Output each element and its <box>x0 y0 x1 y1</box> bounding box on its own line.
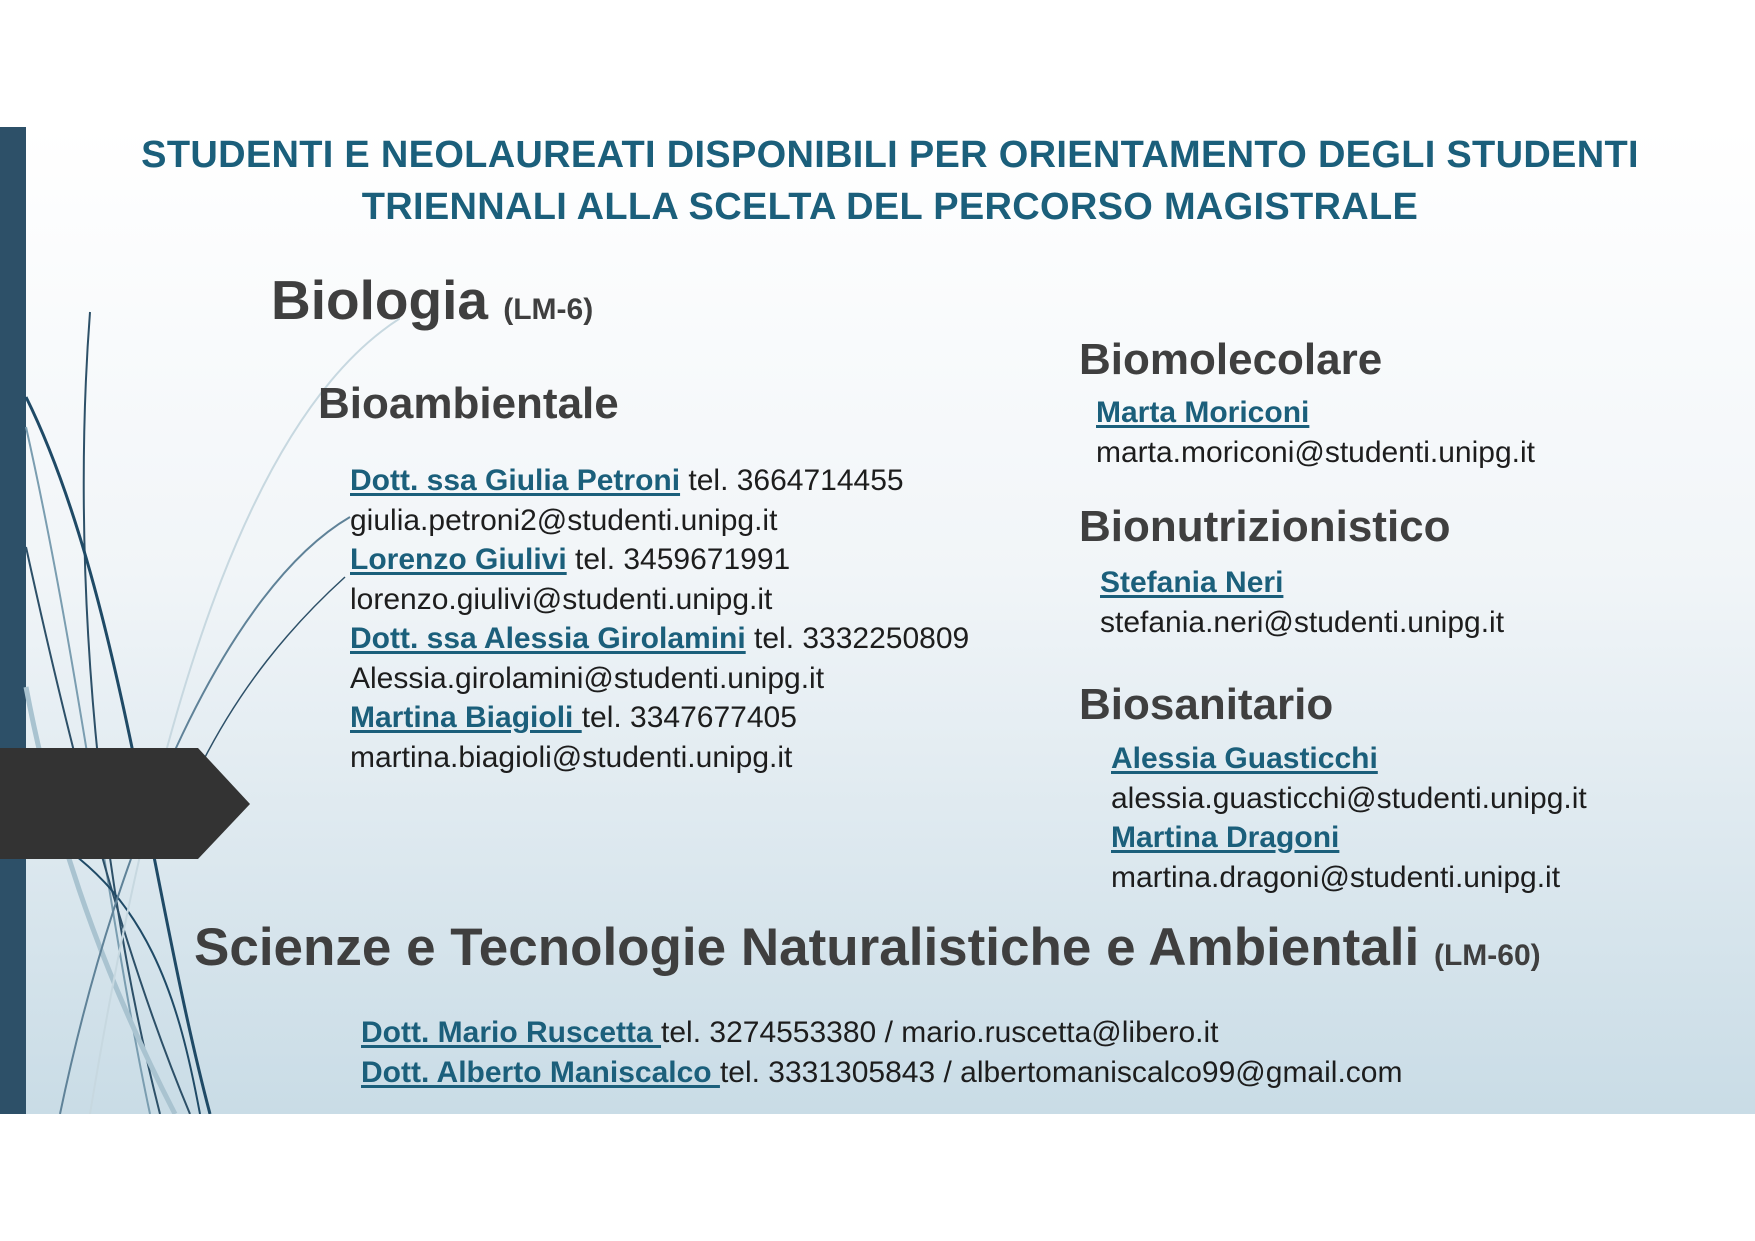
contact-line <box>350 698 969 738</box>
contact-link-giulivi[interactable]: Lorenzo Giulivi <box>350 543 567 576</box>
contact-link-petroni[interactable]: Dott. ssa Giulia Petroni <box>350 464 681 497</box>
contact-link-dragoni[interactable]: Martina Dragoni <box>1111 821 1340 854</box>
contact-email: marta.moriconi@studenti.unipg.it <box>1096 435 1535 469</box>
page-title <box>0 129 1755 233</box>
title-line-1: STUDENTI E NEOLAUREATI DISPONIBILI PER ORIENTAMENTO DEGLI STUDENTI <box>141 134 1639 176</box>
contact-line <box>361 1053 1402 1093</box>
contact-email: martina.dragoni@studenti.unipg.it <box>1111 860 1561 894</box>
contact-email: alessia.guasticchi@studenti.unipg.it <box>1111 781 1587 815</box>
contact-email: martina.biagioli@studenti.unipg.it <box>350 740 793 774</box>
contact-info: tel. 3274553380 / mario.ruscetta@libero.it <box>661 1016 1219 1049</box>
biologia-code: (LM-6) <box>503 293 594 326</box>
contact-link-guasticchi[interactable]: Alessia Guasticchi <box>1111 742 1378 775</box>
contact-tel: tel. 3459671991 <box>566 543 791 576</box>
title-line-2: TRIENNALI ALLA SCELTA DEL PERCORSO MAGISTRALE <box>361 186 1419 228</box>
contact-line <box>350 619 969 659</box>
biologia-heading <box>271 268 593 332</box>
biomolecolare-contacts <box>1096 393 1535 472</box>
contact-tel: tel. 3664714455 <box>680 464 904 497</box>
contact-email: lorenzo.giulivi@studenti.unipg.it <box>350 582 773 616</box>
biosanitario-heading: Biosanitario <box>1079 680 1334 729</box>
slide <box>0 127 1755 1114</box>
contact-link-girolamini[interactable]: Dott. ssa Alessia Girolamini <box>350 622 746 655</box>
contact-email: stefania.neri@studenti.unipg.it <box>1100 605 1505 639</box>
contact-link-ruscetta[interactable]: Dott. Mario Ruscetta <box>361 1016 662 1049</box>
biomolecolare-heading: Biomolecolare <box>1079 335 1383 384</box>
contact-line <box>350 461 969 501</box>
stna-name: Scienze e Tecnologie Naturalistiche e Ambientali <box>194 918 1420 977</box>
biosanitario-contacts <box>1111 739 1587 897</box>
contact-tel: tel. 3332250809 <box>745 622 970 655</box>
contact-link-biagioli[interactable]: Martina Biagioli <box>350 701 582 734</box>
stna-code: (LM-60) <box>1433 939 1541 972</box>
stna-contacts <box>361 1013 1402 1092</box>
stna-heading <box>194 917 1541 978</box>
contact-email: Alessia.girolamini@studenti.unipg.it <box>350 661 825 695</box>
bioambientale-heading: Bioambientale <box>318 379 619 428</box>
contact-line <box>361 1013 1402 1053</box>
contact-link-moriconi[interactable]: Marta Moriconi <box>1096 396 1310 429</box>
contact-tel: tel. 3347677405 <box>581 701 797 734</box>
contact-link-maniscalco[interactable]: Dott. Alberto Maniscalco <box>361 1055 720 1089</box>
arrow-tab <box>0 748 260 868</box>
bionutrizionistico-contacts <box>1100 563 1504 642</box>
bionutrizionistico-heading: Bionutrizionistico <box>1079 502 1451 551</box>
contact-link-neri[interactable]: Stefania Neri <box>1100 566 1284 599</box>
biologia-name: Biologia <box>271 269 488 331</box>
bioambientale-contacts <box>350 461 969 777</box>
contact-info: tel. 3331305843 / albertomaniscalco99@gmail.com <box>719 1055 1403 1089</box>
contact-email: giulia.petroni2@studenti.unipg.it <box>350 503 778 537</box>
contact-line <box>350 540 969 580</box>
